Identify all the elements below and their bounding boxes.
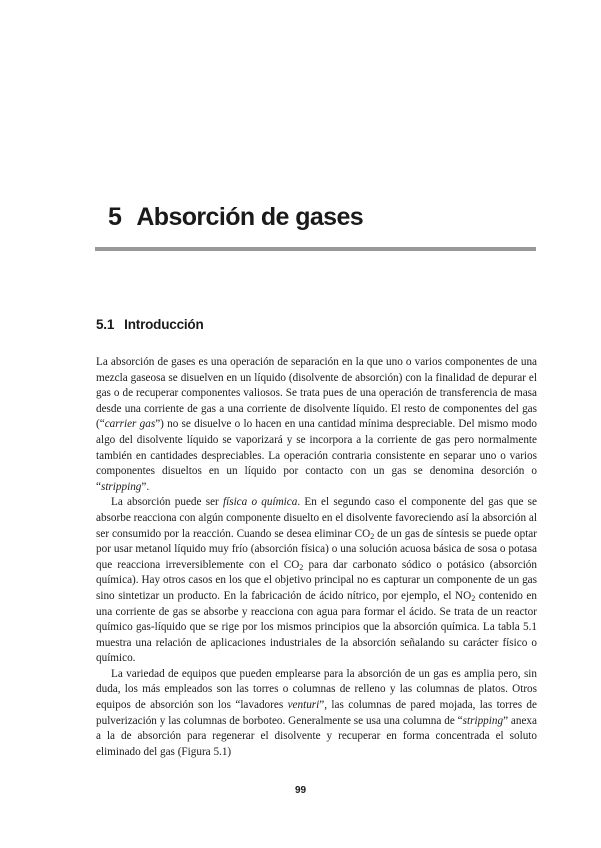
section-title-text: Introducción	[124, 317, 204, 332]
paragraph-3-text-a: La variedad de equipos que pueden emplearse para la absorción de un gas es amplia pero, sin duda, los más empleados son las torres o columnas de relleno y las columnas de platos. Otros equipos de absorción son los “lavadores	[96, 667, 537, 712]
paragraph-2	[96, 495, 537, 667]
term-venturi: venturi	[287, 699, 320, 712]
paragraph-2-text-b: . En el segundo caso el componente del gas que se absorbe reacciona con algún componente disuelto en el disolvente favoreciendo así la absorción al ser consumido por la reacción. Cuando se desea eliminar CO	[96, 496, 537, 540]
chapter-number: 5	[108, 203, 122, 231]
paragraph-1-text-c: ”.	[141, 480, 150, 493]
term-fisica-o-quimica: física o química	[223, 496, 298, 509]
page-number: 99	[294, 785, 307, 796]
subscript-no2: 2	[471, 593, 476, 603]
term-carrier-gas: carrier gas	[104, 418, 156, 431]
paragraph-2-text-e: contenido en una corriente de gas se absorbe y reacciona con agua para formar el ácido. Se trata de un reactor químico gas-líquido que se rige por los mismos principios que la absorción química. La tabla 5.1 muestra una relación de aplicaciones industriales de la absorción señalando su carácter físico o químico.	[96, 589, 537, 665]
paragraph-3-text-b: ”, las columnas de pared mojada, las torres de pulverización y las columnas de borboteo. Generalmente se usa una columna de “	[96, 699, 537, 727]
subscript-co2-a: 2	[370, 531, 375, 541]
section-heading	[96, 317, 204, 332]
section-number: 5.1	[96, 317, 115, 332]
paragraph-3	[96, 667, 537, 761]
body-text	[96, 355, 537, 760]
paragraph-2-text-a: La absorción puede ser	[111, 496, 223, 509]
paragraph-1	[96, 355, 537, 495]
chapter-title-text: Absorción de gases	[136, 203, 364, 231]
term-stripping-2: stripping	[462, 714, 504, 727]
paragraph-1-text-b: ”) no se disuelve o lo hacen en una cantidad mínima despreciable. Del mismo modo algo del disolvente líquido se vaporizará y se incorpora a la corriente de gas pero normalmente también en cantidades despreciables. La operación contraria consistente en separar uno o varios componentes disueltos en un líquido por contacto con un gas se denomina desorción o “	[96, 418, 537, 493]
chapter-title	[108, 203, 363, 232]
paragraph-2-text-d: para dar carbonato sódico o potásico (absorción química). Hay otros casos en los que el objetivo principal no es capturar un componente de un gas sino sintetizar un producto. En la fabricación de ácido nítrico, por ejemplo, el NO	[96, 558, 537, 602]
term-stripping: stripping	[100, 480, 142, 493]
subscript-co2-b: 2	[299, 562, 304, 572]
paragraph-2-text-c: de un gas de síntesis se puede optar por usar metanol líquido muy frío (absorción física) o una solución acuosa básica de sosa o potasa que reacciona irreversiblemente con el CO	[96, 527, 537, 571]
paragraph-1-text-a: La absorción de gases es una operación de separación en la que uno o varios componentes de una mezcla gaseosa se disuelven en un líquido (disolvente de absorción) con la finalidad de depurar el gas o de recuperar componentes valiosos. Se trata pues de una operación de transferencia de masa desde una corriente de gas a una corriente de disolvente líquido. El resto de componentes del gas (“	[96, 356, 537, 431]
chapter-divider	[95, 247, 536, 251]
paragraph-3-text-c: ” anexa a la de absorción para regenerar el disolvente y recuperar en forma concentrada el soluto eliminado del gas (Figura 5.1)	[96, 714, 537, 758]
